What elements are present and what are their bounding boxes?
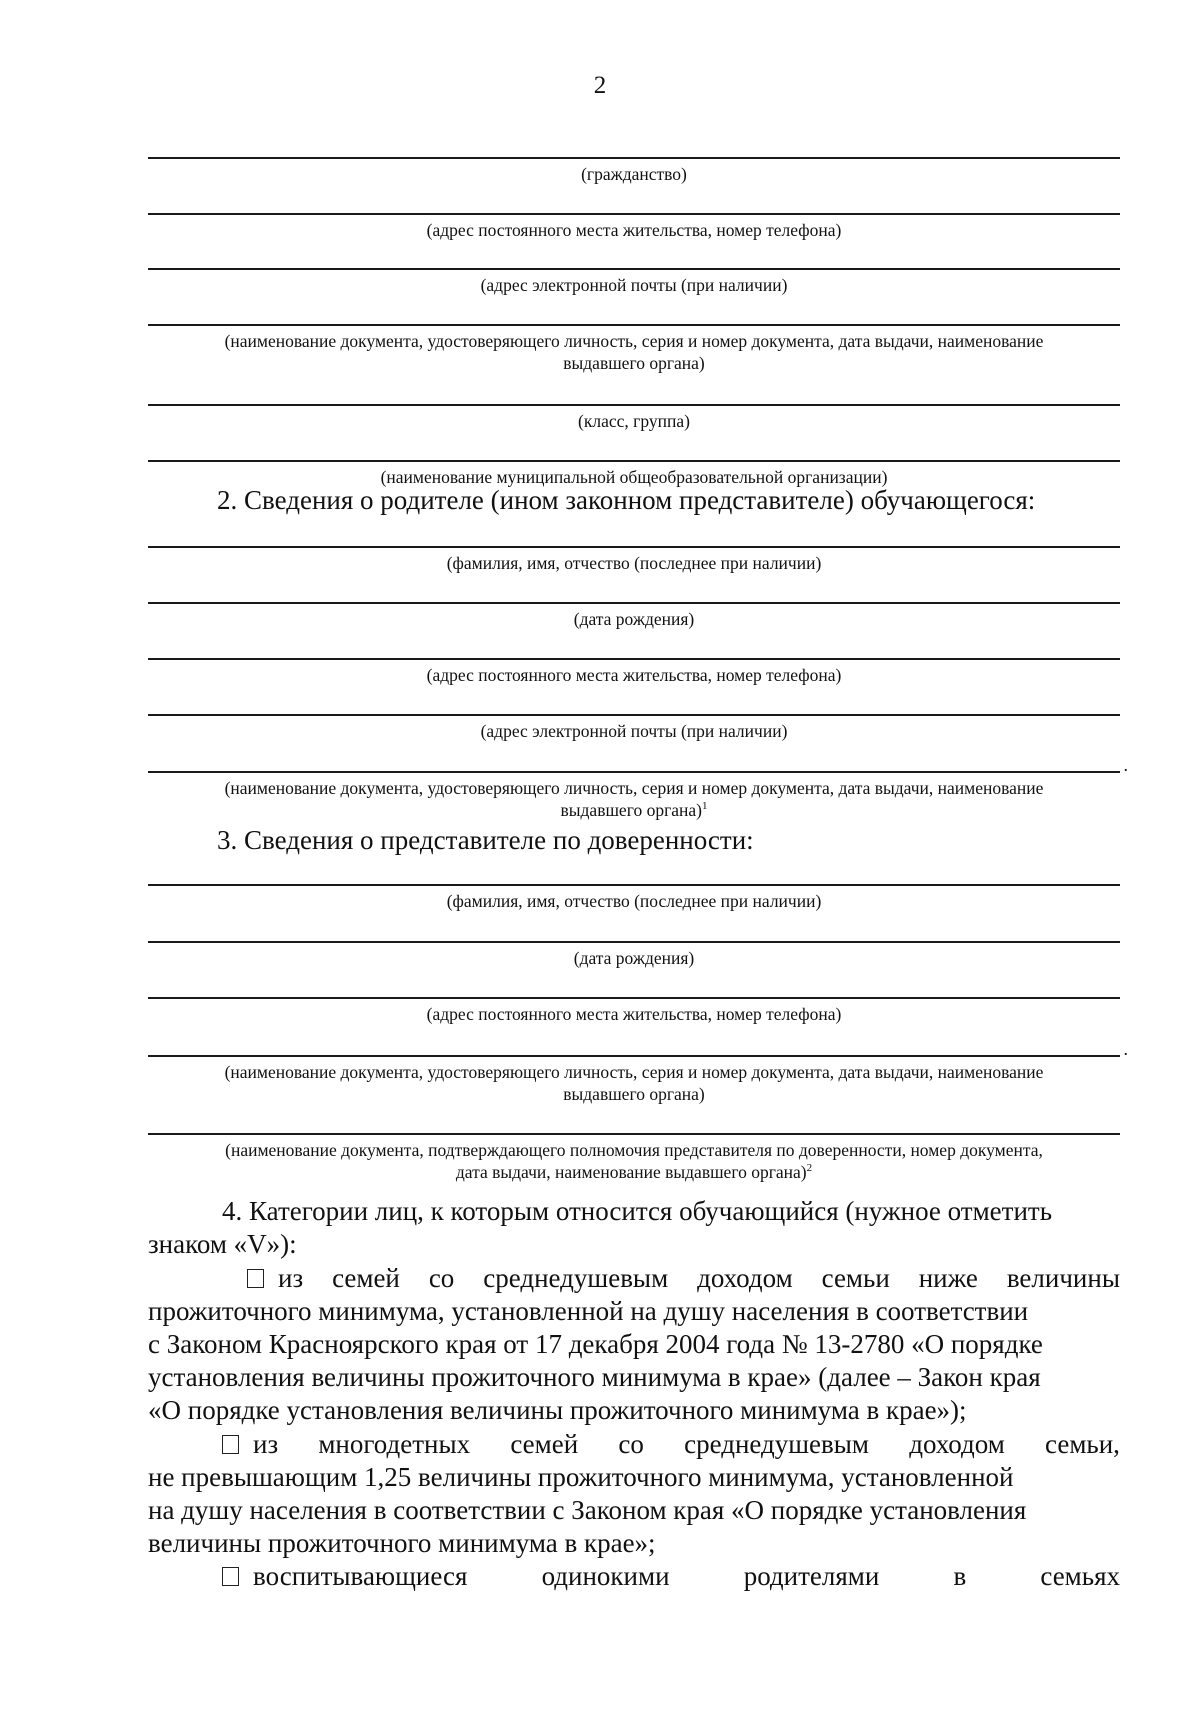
option-text-line: с Законом Красноярского края от 17 декабря 2004 года № 13-2780 «О порядке xyxy=(148,1329,1043,1359)
field-caption: (адрес электронной почты (при наличии) xyxy=(480,275,788,295)
fill-line[interactable] xyxy=(148,268,1120,270)
fill-line[interactable] xyxy=(148,404,1120,406)
section2-heading: 2. Сведения о родителе (ином законном представителе) обучающегося: xyxy=(217,485,1036,515)
fill-line[interactable] xyxy=(148,997,1120,999)
field-caption: (адрес постоянного места жительства, номер телефона) xyxy=(426,1004,842,1024)
fill-line[interactable] xyxy=(148,213,1120,215)
parent-name-field[interactable] xyxy=(148,546,1120,574)
checkbox-icon[interactable] xyxy=(222,1567,239,1586)
fill-line[interactable] xyxy=(148,602,1120,604)
proxy-name-field[interactable] xyxy=(148,884,1120,912)
option-text-line: на душу населения в соответствии с Законом края «О порядке установления xyxy=(148,1495,1027,1525)
footnote-ref: 1 xyxy=(701,800,708,813)
field-caption xyxy=(148,1139,1120,1183)
fill-line[interactable] xyxy=(148,941,1120,943)
fill-line[interactable] xyxy=(148,1055,1120,1057)
page-number: 2 xyxy=(593,72,607,99)
field-caption xyxy=(148,1061,1120,1105)
option-text-line: не превышающим 1,25 величины прожиточного минимума, установленной xyxy=(148,1462,1014,1492)
id-document-field[interactable] xyxy=(148,324,1120,374)
class-group-field[interactable] xyxy=(148,404,1120,432)
fill-line[interactable] xyxy=(148,658,1120,660)
checkbox-large-family[interactable]: из xyxy=(222,1428,278,1461)
parent-birthdate-field[interactable] xyxy=(148,602,1120,630)
field-caption: (адрес электронной почты (при наличии) xyxy=(480,721,788,741)
category-option-3 xyxy=(148,1560,1120,1593)
proxy-birthdate-field[interactable] xyxy=(148,941,1120,969)
field-caption: (фамилия, имя, отчество (последнее при наличии) xyxy=(446,553,822,573)
end-mark: . xyxy=(1123,755,1128,775)
checkbox-icon[interactable] xyxy=(247,1269,264,1288)
caption-line: выдавшего органа) xyxy=(563,1084,705,1104)
field-caption: (адрес постоянного места жительства, номер телефона) xyxy=(426,220,842,240)
section3-heading: 3. Сведения о представителе по доверенности: xyxy=(217,825,754,855)
field-caption: (гражданство) xyxy=(581,164,687,184)
caption-line: выдавшего органа)$^1$ xyxy=(560,800,708,820)
fill-line[interactable] xyxy=(148,546,1120,548)
fill-line[interactable] xyxy=(148,884,1120,886)
parent-email-field[interactable] xyxy=(148,714,1120,742)
option-text-line: величины прожиточного минимума в крае»; xyxy=(148,1528,656,1558)
caption-line: (наименование документа, удостоверяющего личность, серия и номер документа, дата выдачи, наименование xyxy=(224,778,1044,798)
fill-line[interactable] xyxy=(148,324,1120,326)
field-caption: (адрес постоянного места жительства, номер телефона) xyxy=(426,665,842,685)
category-option-1 xyxy=(148,1262,1120,1427)
field-caption xyxy=(148,777,1120,821)
end-mark: . xyxy=(1123,1039,1128,1059)
field-caption: (класс, группа) xyxy=(578,411,690,431)
checkbox-single-parent[interactable]: воспитывающиеся xyxy=(222,1560,467,1593)
option-first-line: из семей со среднедушевым доходом семьи ниже величины xyxy=(148,1262,1120,1295)
parent-id-document-field[interactable] xyxy=(148,755,1128,821)
intro-line: 4. Категории лиц, к которым относится обучающийся (нужное отметить xyxy=(222,1196,1053,1226)
proxy-authority-document-field[interactable] xyxy=(148,1133,1120,1183)
caption-line: (наименование документа, подтверждающего полномочия представителя по доверенности, номер документа, xyxy=(225,1140,1043,1160)
caption-line: (наименование документа, удостоверяющего личность, серия и номер документа, дата выдачи, наименование xyxy=(224,1062,1044,1082)
school-name-field[interactable] xyxy=(148,460,1120,488)
category-option-2 xyxy=(148,1428,1120,1560)
fill-line[interactable] xyxy=(148,771,1120,773)
field-caption: (дата рождения) xyxy=(573,609,695,629)
field-caption: (фамилия, имя, отчество (последнее при наличии) xyxy=(446,891,822,911)
address-field[interactable] xyxy=(148,213,1120,241)
fill-line[interactable] xyxy=(148,714,1120,716)
caption-line: выдавшего органа) xyxy=(563,353,705,373)
option-text-line: установления величины прожиточного минимума в крае» (далее – Закон края xyxy=(148,1362,1041,1392)
footnote-ref: 2 xyxy=(806,1162,813,1175)
proxy-address-field[interactable] xyxy=(148,997,1120,1025)
option-text-line: прожиточного минимума, установленной на душу населения в соответствии xyxy=(148,1296,1029,1326)
section4-intro xyxy=(148,1195,1120,1261)
fill-line[interactable] xyxy=(148,460,1120,462)
caption-line: (наименование документа, удостоверяющего личность, серия и номер документа, дата выдачи, наименование xyxy=(224,331,1044,351)
email-field[interactable] xyxy=(148,268,1120,296)
fill-line[interactable] xyxy=(148,1133,1120,1135)
checkbox-icon[interactable] xyxy=(222,1435,239,1454)
field-caption xyxy=(148,330,1120,374)
proxy-id-document-field[interactable] xyxy=(148,1039,1128,1105)
caption-line: дата выдачи, наименование выдавшего органа)$^2$ xyxy=(455,1162,813,1182)
option-first-line: из многодетных семей со среднедушевым доходом семьи, xyxy=(148,1428,1120,1461)
field-caption: (дата рождения) xyxy=(573,948,695,968)
intro-line: знаком «V»): xyxy=(148,1229,297,1259)
field-caption: (наименование муниципальной общеобразовательной организации) xyxy=(380,467,888,487)
citizenship-field[interactable] xyxy=(148,157,1120,185)
parent-address-field[interactable] xyxy=(148,658,1120,686)
checkbox-low-income[interactable]: из xyxy=(247,1262,303,1295)
option-first-line: воспитывающиеся одинокими родителями в семьях xyxy=(148,1560,1120,1593)
option-text-line: «О порядке установления величины прожиточного минимума в крае»); xyxy=(148,1395,967,1425)
fill-line[interactable] xyxy=(148,157,1120,159)
